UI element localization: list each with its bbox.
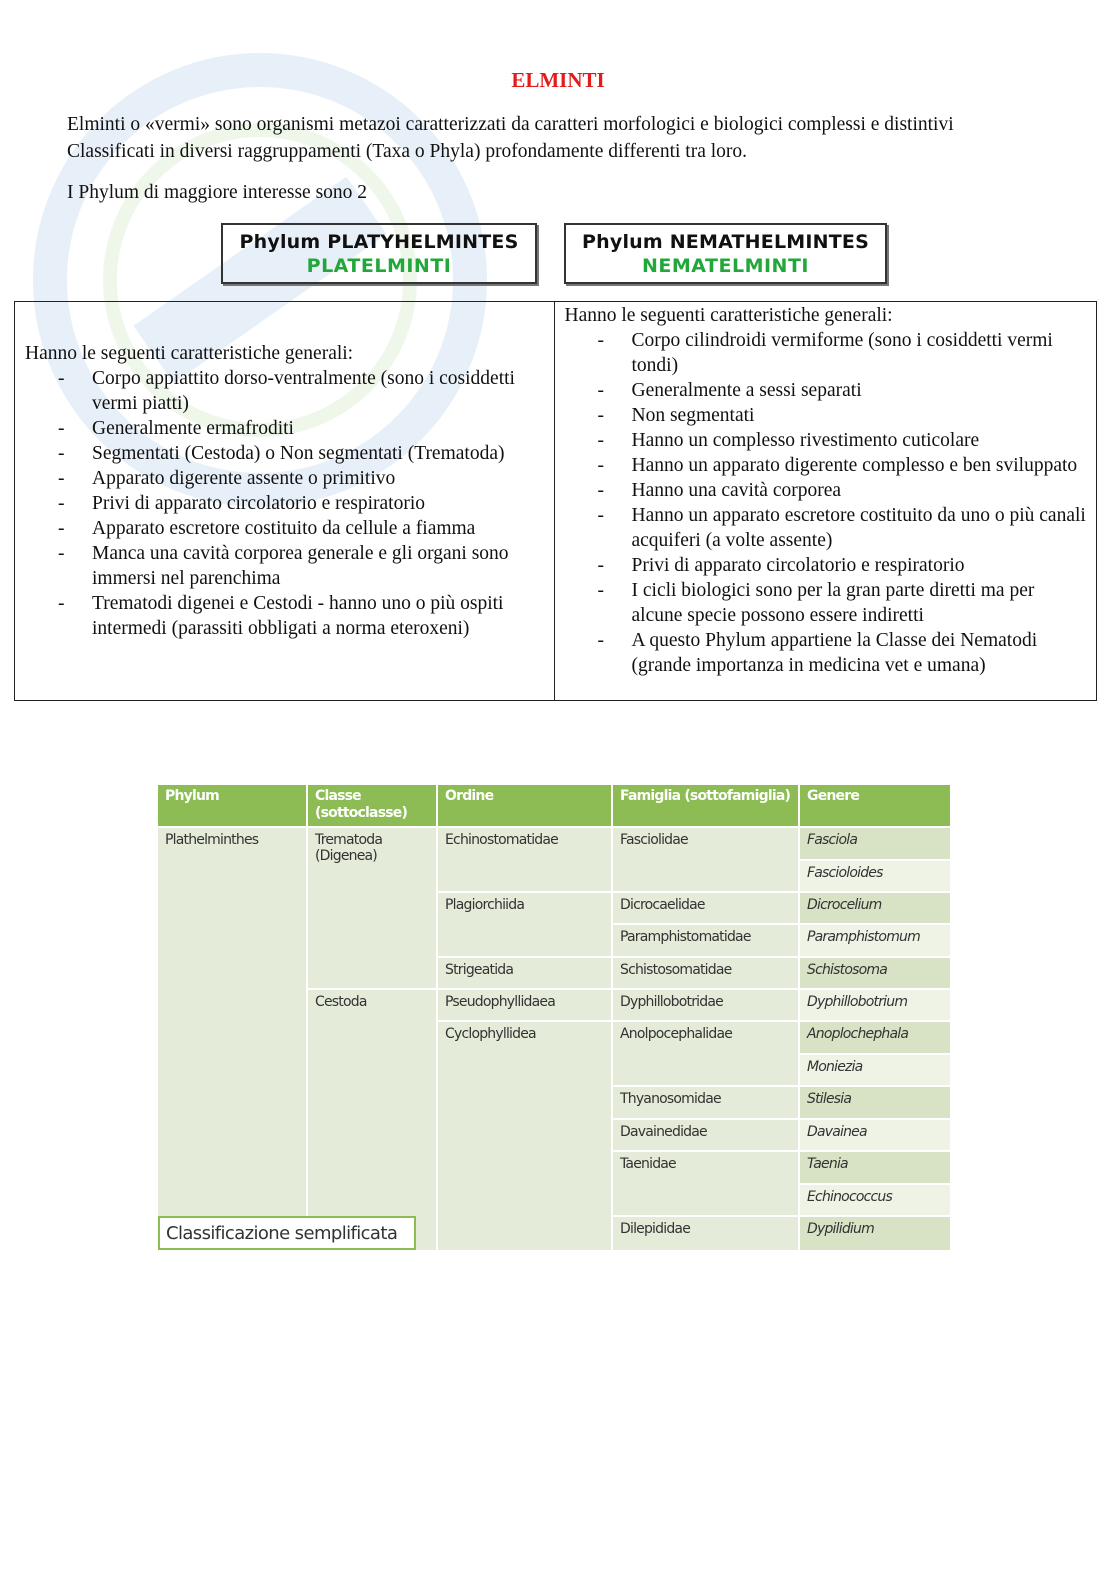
taxonomy-table	[158, 785, 950, 1250]
list-item: - Hanno una cavità corporea	[565, 478, 1087, 503]
header-phylum: Phylum	[158, 785, 306, 826]
phylum-common-name: PLATELMINTI	[306, 255, 452, 277]
list-item: - Hanno un apparato digerente complesso e ben sviluppato	[565, 453, 1087, 478]
header-ordine: Ordine	[438, 785, 611, 826]
phylum-name: Phylum PLATYHELMINTES	[239, 231, 519, 253]
genus-cell: Fasciola	[800, 828, 950, 859]
phylum-cell: Plathelminthes	[158, 828, 306, 1250]
order-cell: Echinostomatidae	[438, 828, 611, 891]
table-caption: Classificazione semplificata	[158, 1216, 416, 1250]
list-item: - I cicli biologici sono per la gran parte diretti ma per alcune specie possono essere indiretti	[565, 578, 1087, 628]
list-item: - Generalmente ermafroditi	[25, 416, 544, 441]
order-cell: Plagiorchiida	[438, 893, 611, 956]
class-cell: Cestoda	[308, 990, 436, 1250]
list-item: - A questo Phylum appartiene la Classe dei Nematodi (grande importanza in medicina vet e umana)	[565, 628, 1087, 678]
family-cell: Fasciolidae	[613, 828, 798, 891]
class-cell: Trematoda (Digenea)	[308, 828, 436, 988]
family-cell: Schistosomatidae	[613, 958, 798, 988]
header-classe: Classe (sottoclasse)	[308, 785, 436, 826]
nemathelminthes-characteristics	[555, 302, 1097, 700]
list-item: - Apparato digerente assente o primitivo	[25, 466, 544, 491]
phylum-nemathelmintes-box	[564, 223, 887, 284]
genus-cell: Davainea	[800, 1120, 950, 1150]
intro-line-3: I Phylum di maggiore interesse sono 2	[67, 182, 368, 203]
phylum-name: Phylum NEMATHELMINTES	[582, 231, 869, 253]
order-cell: Strigeatida	[438, 958, 611, 988]
genus-cell: Paramphistomum	[800, 925, 950, 956]
genus-cell: Schistosoma	[800, 958, 950, 988]
family-cell: Paramphistomatidae	[613, 925, 798, 956]
characteristics-list	[565, 328, 1087, 678]
list-item: - Non segmentati	[565, 403, 1087, 428]
list-item: - Generalmente a sessi separati	[565, 378, 1087, 403]
genus-cell: Stilesia	[800, 1087, 950, 1118]
intro-line-1: Elminti o «vermi» sono organismi metazoi caratterizzati da caratteri morfologici e biologici complessi e distintivi	[67, 114, 954, 135]
platyhelminthes-characteristics	[15, 302, 555, 700]
order-cell: Cyclophyllidea	[438, 1022, 611, 1250]
family-cell: Dyphillobotridae	[613, 990, 798, 1020]
list-item: - Corpo appiattito dorso-ventralmente (sono i cosiddetti vermi piatti)	[25, 366, 544, 416]
list-item: - Corpo cilindroidi vermiforme (sono i cosiddetti vermi tondi)	[565, 328, 1087, 378]
list-item: - Segmentati (Cestoda) o Non segmentati (Trematoda)	[25, 441, 544, 466]
list-item: - Apparato escretore costituito da cellule a fiamma	[25, 516, 544, 541]
family-cell: Taenidae	[613, 1152, 798, 1215]
characteristics-list	[25, 366, 544, 641]
list-item: - Privi di apparato circolatorio e respiratorio	[25, 491, 544, 516]
list-item: - Trematodi digenei e Cestodi - hanno uno o più ospiti intermedi (parassiti obbligati a norma eteroxeni)	[25, 591, 544, 641]
phylum-common-name: NEMATELMINTI	[642, 255, 809, 277]
genus-cell: Anoplochephala	[800, 1022, 950, 1053]
intro-line-2: Classificati in diversi raggruppamenti (Taxa o Phyla) profondamente differenti tra loro.	[67, 141, 748, 162]
family-cell: Thyanosomidae	[613, 1087, 798, 1118]
list-item: - Privi di apparato circolatorio e respiratorio	[565, 553, 1087, 578]
list-item: - Hanno un complesso rivestimento cuticolare	[565, 428, 1087, 453]
genus-cell: Fascioloides	[800, 861, 950, 891]
genus-cell: Dicrocelium	[800, 893, 950, 923]
header-genere: Genere	[800, 785, 950, 826]
genus-cell: Moniezia	[800, 1055, 950, 1085]
page-title: ELMINTI	[511, 68, 605, 92]
list-item: - Hanno un apparato escretore costituito da uno o più canali acquiferi (a volte assente)	[565, 503, 1087, 553]
characteristics-heading: Hanno le seguenti caratteristiche generali:	[564, 305, 893, 326]
header-famiglia: Famiglia (sottofamiglia)	[613, 785, 798, 826]
genus-cell: Dyphillobotrium	[800, 990, 950, 1020]
family-cell: Dilepididae	[613, 1217, 798, 1250]
family-cell: Anolpocephalidae	[613, 1022, 798, 1085]
genus-cell: Echinococcus	[800, 1185, 950, 1215]
phylum-platyhelmintes-box	[221, 223, 537, 284]
genus-cell: Dypilidium	[800, 1217, 950, 1250]
family-cell: Dicrocaelidae	[613, 893, 798, 923]
genus-cell: Taenia	[800, 1152, 950, 1183]
order-cell: Pseudophyllidaea	[438, 990, 611, 1020]
intro-text	[67, 111, 1057, 206]
comparison-table	[14, 301, 1097, 701]
characteristics-heading: Hanno le seguenti caratteristiche generali:	[25, 343, 354, 364]
list-item: - Manca una cavità corporea generale e gli organi sono immersi nel parenchima	[25, 541, 544, 591]
family-cell: Davainedidae	[613, 1120, 798, 1150]
